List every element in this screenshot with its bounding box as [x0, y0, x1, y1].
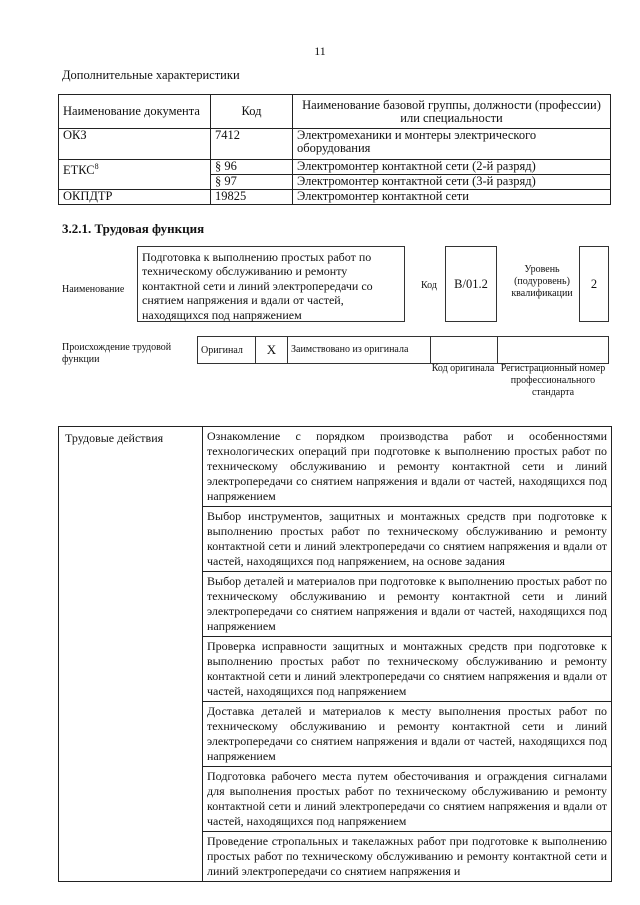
- okz-doc: ОКЗ: [59, 129, 211, 160]
- etks-name-1: Электромонтер контактной сети (2-й разряд): [293, 160, 611, 175]
- function-name-label: Наименование: [62, 284, 125, 295]
- origin-label: Происхождение трудовой функции: [62, 342, 172, 365]
- okz-code: 7412: [211, 129, 293, 160]
- labor-actions-table: [58, 426, 612, 882]
- header-code: Код: [211, 95, 293, 129]
- original-label: Оригинал: [198, 337, 256, 364]
- header-document: Наименование документа: [59, 95, 211, 129]
- reg-number-cell: [498, 337, 609, 364]
- original-code-cell: [431, 337, 498, 364]
- etks-doc: [59, 160, 211, 190]
- etks-doc-label: ЕТКС: [63, 163, 95, 178]
- footnote-mark: 8: [94, 162, 99, 171]
- function-code-label: Код: [421, 280, 437, 291]
- reg-number-caption: Регистрационный номер профессионального стандарта: [500, 363, 606, 398]
- labor-actions-list: [203, 427, 612, 882]
- list-item: Проведение стропальных и такелажных работ при подготовке к выполнению простых работ по техническому обслуживанию и ремонту контактной сети и линий электропередачи со снятием напряжения и: [207, 834, 607, 878]
- labor-actions-row: [59, 427, 612, 882]
- etks-code-1: § 96: [211, 160, 293, 175]
- list-item: Подготовка рабочего места путем обесточивания и ограждения сигналами для выполнения простых работ по техническому обслуживанию и ремонту контактной сети и линий электропередачи со снятием напряжения и вдали от частей, находящихся под напряжением: [203, 767, 611, 832]
- header-group-name: Наименование базовой группы, должности (профессии) или специальности: [293, 95, 611, 129]
- section-caption: Дополнительные характеристики: [62, 68, 240, 82]
- code-original-caption: Код оригинала: [431, 363, 495, 374]
- borrowed-label: Заимствовано из оригинала: [288, 337, 431, 364]
- etks-name-2: Электромонтер контактной сети (3-й разряд): [293, 175, 611, 190]
- table-row: [59, 190, 611, 205]
- function-heading: 3.2.1. Трудовая функция: [62, 221, 205, 236]
- labor-actions-label: Трудовые действия: [59, 427, 203, 882]
- page-number: 11: [314, 44, 326, 58]
- list-item: Выбор деталей и материалов при подготовке к выполнению простых работ по техническому обслуживанию и ремонту контактной сети и линий электропередачи со снятием напряжения и вдали от частей, находящихся под напряжением: [203, 572, 611, 637]
- table-row: [59, 160, 611, 175]
- okpdtr-code: 19825: [211, 190, 293, 205]
- function-code-box: B/01.2: [445, 246, 497, 322]
- list-item: Ознакомление с порядком производства работ и особенностями технологических операций при подготовке к выполнению простых работ по техническому обслуживанию и ремонту контактной сети и линий электропередачи со снятием напряжения и вдали от частей, находящихся под напряжением: [203, 427, 611, 507]
- table-row: [59, 129, 611, 160]
- origin-row: [198, 337, 609, 364]
- table-header-row: [59, 95, 611, 129]
- okpdtr-doc: ОКПДТР: [59, 190, 211, 205]
- list-item: Выбор инструментов, защитных и монтажных средств при подготовке к выполнению простых работ по техническому обслуживанию и ремонту контактной сети и линий электропередачи со снятием напряжения и вдали от частей, находящихся под напряжением, на основе задания: [203, 507, 611, 572]
- okpdtr-name: Электромонтер контактной сети: [293, 190, 611, 205]
- function-name-box: Подготовка к выполнению простых работ по техническому обслуживанию и ремонту контактной сети и линий электропередачи со снятием напряжения и вдали от частей, находящихся под напряжением: [137, 246, 405, 322]
- qualification-level-label: Уровень (подуровень) квалификации: [511, 264, 573, 299]
- list-item: Доставка деталей и материалов к месту выполнения простых работ по техническому обслуживанию и ремонту контактной сети и линий электропередачи со снятием напряжения и вдали от частей, находящихся под напряжением: [203, 702, 611, 767]
- additional-characteristics-table: [58, 94, 611, 205]
- qualification-level-box: 2: [579, 246, 609, 322]
- okz-name: Электромеханики и монтеры электрического оборудования: [293, 129, 611, 160]
- etks-code-2: § 97: [211, 175, 293, 190]
- original-mark: X: [256, 337, 288, 364]
- origin-table: [197, 336, 609, 364]
- list-item: Проверка исправности защитных и монтажных средств при подготовке к выполнению простых работ по техническому обслуживанию и ремонту контактной сети и линий электропередачи со снятием напряжения и вдали от частей, находящихся под напряжением: [203, 637, 611, 702]
